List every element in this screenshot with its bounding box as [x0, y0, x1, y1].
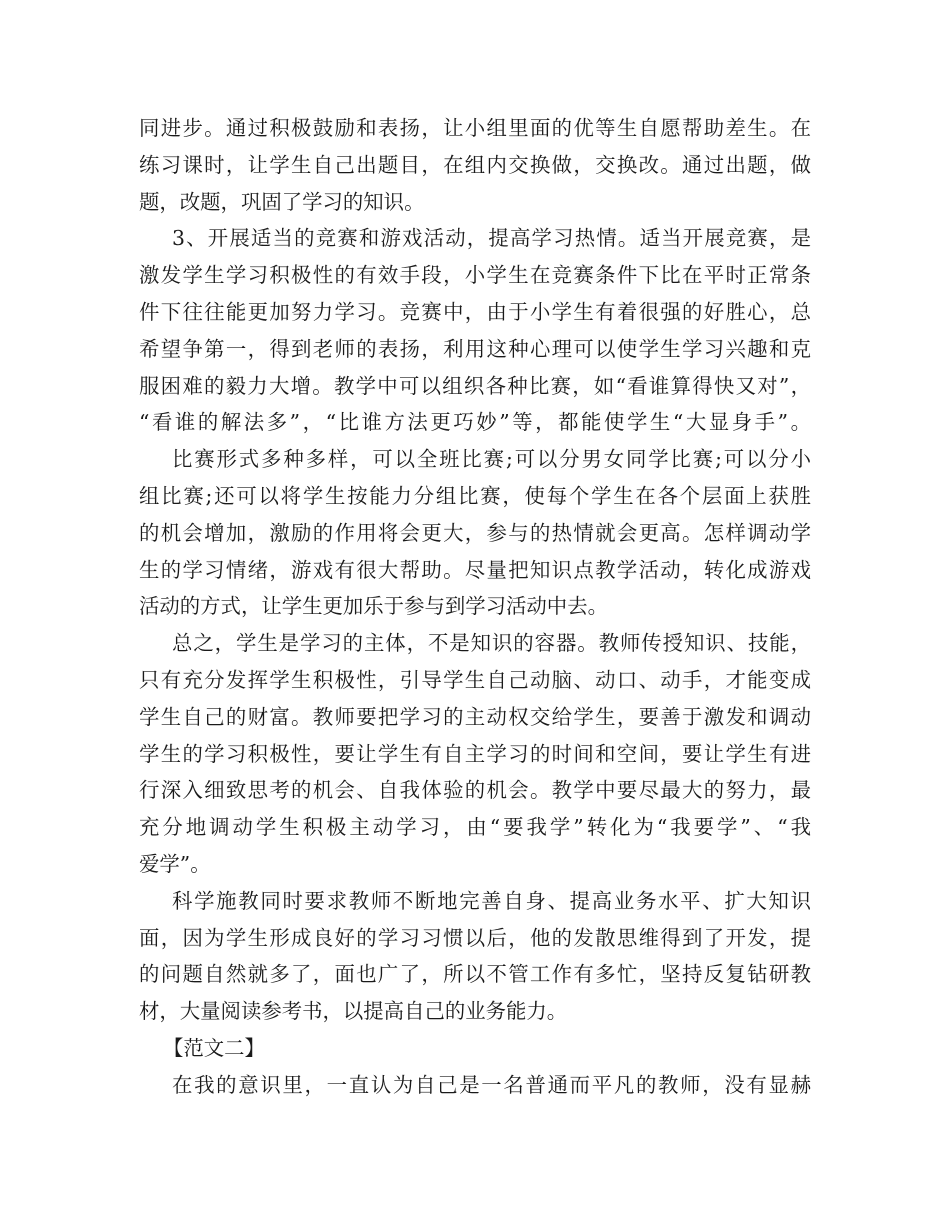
- text-line: 希望争第一，得到老师的表扬，利用这种心理可以使学生学习兴趣和克: [139, 336, 811, 361]
- text-line: 激发学生学习积极性的有效手段，小学生在竞赛条件下比在平时正常条: [139, 263, 811, 288]
- paragraph-6: [139, 1067, 811, 1104]
- text-line: 科学施教同时要求教师不断地完善自身、提高业务水平、扩大知识: [172, 888, 811, 913]
- text-line: 练习课时，让学生自己出题目，在组内交换做，交换改。通过出题，做: [139, 152, 811, 177]
- text-line: 行深入细致思考的机会、自我体验的机会。教学中要尽最大的努力，最: [139, 778, 811, 803]
- text-line: 爱学”。: [139, 851, 211, 876]
- heading-text: 【范文二】: [163, 1035, 265, 1060]
- text-line: 比赛形式多种多样，可以全班比赛;可以分男女同学比赛;可以分小: [172, 447, 811, 472]
- text-line: 学生的学习积极性，要让学生有自主学习的时间和空间，要让学生有进: [139, 741, 811, 766]
- paragraph-3: [139, 441, 811, 625]
- text-line: 面，因为学生形成良好的学习习惯以后，他的发散思维得到了开发，提: [139, 925, 811, 950]
- text-line: 充分地调动学生积极主动学习，由“要我学”转化为“我要学”、“我: [139, 815, 811, 840]
- text-line: 学生自己的财富。教师要把学习的主动权交给学生，要善于激发和调动: [139, 704, 811, 729]
- text-line: 的机会增加，激励的作用将会更大，参与的热情就会更高。怎样调动学: [139, 520, 811, 545]
- text-line: 服困难的毅力大增。教学中可以组织各种比赛，如“看谁算得快又对”，: [139, 373, 811, 398]
- paragraph-2: [139, 220, 811, 441]
- section-heading: [139, 1030, 811, 1067]
- text-line: 只有充分发挥学生积极性，引导学生自己动脑、动口、动手，才能变成: [139, 667, 811, 692]
- text-line: 同进步。通过积极鼓励和表扬，让小组里面的优等生自愿帮助差生。在: [139, 116, 811, 140]
- text-line: 活动的方式，让学生更加乐于参与到学习活动中去。: [139, 594, 608, 619]
- text-line: 3、开展适当的竞赛和游戏活动，提高学习热情。适当开展竞赛，是: [172, 226, 811, 251]
- document-body: [139, 110, 811, 1104]
- text-line: 组比赛;还可以将学生按能力分组比赛，使每个学生在各个层面上获胜: [139, 483, 811, 508]
- paragraph-4: [139, 625, 811, 883]
- text-line: 的问题自然就多了，面也广了，所以不管工作有多忙，坚持反复钻研教: [139, 962, 811, 987]
- text-line: 题，改题，巩固了学习的知识。: [139, 189, 425, 214]
- text-line: 材，大量阅读参考书，以提高自己的业务能力。: [139, 999, 568, 1024]
- text-line: 总之，学生是学习的主体，不是知识的容器。教师传授知识、技能，: [172, 631, 811, 656]
- paragraph-5: [139, 883, 811, 1030]
- text-line: “看谁的解法多”，“比谁方法更巧妙”等，都能使学生“大显身手”。: [139, 410, 811, 435]
- text-line: 生的学习情绪，游戏有很大帮助。尽量把知识点教学活动，转化成游戏: [139, 557, 811, 582]
- text-line: 在我的意识里，一直认为自己是一名普通而平凡的教师，没有显赫: [172, 1072, 811, 1097]
- text-line: 件下往往能更加努力学习。竞赛中，由于小学生有着很强的好胜心，总: [139, 299, 811, 324]
- paragraph-1: [139, 110, 811, 220]
